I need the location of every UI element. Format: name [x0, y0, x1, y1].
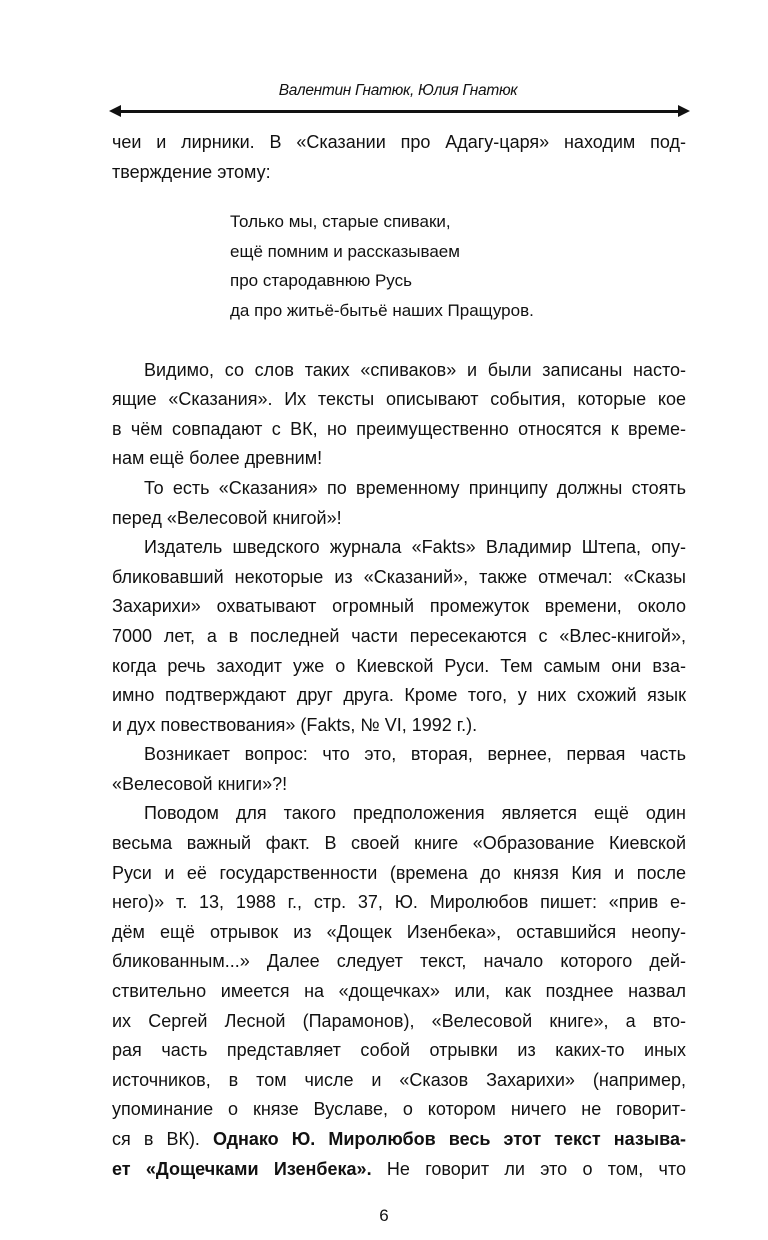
bold-text: Однако Ю. Миролюбов весь этот текст называ-	[213, 1129, 686, 1149]
text-line: нам ещё более древним!	[112, 448, 323, 469]
text-line: Видимо, со слов таких «спиваков» и были записаны насто-	[144, 359, 686, 380]
verse-line: да про житьё-бытьё наших Пращуров.	[230, 300, 534, 320]
text-line: бликовавший некоторые из «Сказаний», также отмечал: «Сказы	[112, 566, 686, 587]
text-line: в чём совпадают с ВК, но преимущественно относятся к време-	[112, 418, 686, 439]
arrow-right-icon	[678, 105, 690, 117]
text-line: дём ещё отрывок из «Дощек Изенбека», оставшийся неопу-	[112, 921, 686, 942]
page-number: 6	[379, 1206, 389, 1225]
text-line: Поводом для такого предположения является ещё один	[144, 803, 686, 824]
header-rule	[116, 110, 684, 113]
verse-spacing	[112, 326, 686, 356]
text-line: Захарихи» охватывают огромный промежуток времени, около	[112, 596, 686, 617]
text-line: рая часть представляет собой отрывки из каких-то иных	[112, 1040, 686, 1061]
text-line: То есть «Сказания» по временному принципу должны стоять	[144, 477, 686, 498]
verse-line: Только мы, старые спиваки,	[230, 212, 451, 232]
text-line: источников, в том числе и «Сказов Захарихи» (например,	[112, 1069, 686, 1090]
text-line: 7000 лет, а в последней части пересекаются с «Влес-книгой»,	[112, 625, 686, 646]
text-line: их Сергей Лесной (Парамонов), «Велесовой книге», а вто-	[112, 1010, 686, 1031]
text-line: когда речь заходит уже о Киевской Руси. Тем самым они вза-	[112, 655, 686, 676]
text-line: Руси и её государственности (времена до князя Кия и после	[112, 862, 686, 883]
text-line-mixed	[112, 1155, 686, 1185]
text-line: весьма важный факт. В своей книге «Образование Киевской	[112, 833, 686, 854]
normal-text: Не говорит ли это о том, что	[386, 1158, 686, 1179]
text-line: ящие «Сказания». Их тексты описывают события, которые кое	[112, 389, 686, 410]
text-line: перед «Велесовой книгой»!	[112, 507, 342, 528]
text-line: Возникает вопрос: что это, вторая, вернее, первая часть	[144, 744, 686, 765]
bold-text: ет «Дощечками Изенбека».	[112, 1158, 372, 1179]
text-line: Издатель шведского журнала «Fakts» Владимир Штепа, опу-	[144, 537, 686, 558]
text-line: тверждение этому:	[112, 161, 271, 182]
text-line: имно подтверждают друг друга. Кроме того, у них схожий язык	[112, 685, 686, 706]
running-header: Валентин Гнатюк, Юлия Гнатюк	[278, 82, 518, 99]
verse-line: ещё помним и рассказываем	[230, 241, 460, 261]
intro-paragraph	[112, 128, 686, 187]
text-line: чеи и лирники. В «Сказании про Адагу-царя» находим под-	[112, 132, 686, 152]
text-line: упоминание о князе Вуславе, о котором ничего не говорит-	[112, 1099, 686, 1120]
text-line: бликованным...» Далее следует текст, начало которого дей-	[112, 951, 686, 972]
verse-line: про стародавнюю Русь	[230, 271, 412, 291]
text-line: и дух повествования» (Fakts, № VI, 1992 г.).	[112, 714, 478, 735]
text-line: него)» т. 13, 1988 г., стр. 37, Ю. Миролюбов пишет: «прив е-	[112, 892, 686, 913]
text-line-mixed	[112, 1125, 686, 1155]
page-content	[112, 128, 686, 1184]
normal-text: ся в ВК).	[112, 1129, 200, 1149]
text-line: «Велесовой книги»?!	[112, 773, 288, 794]
text-line: ствительно имеется на «дощечках» или, как позднее назвал	[112, 981, 686, 1002]
body-text	[112, 356, 686, 1185]
verse-quote	[230, 207, 686, 325]
